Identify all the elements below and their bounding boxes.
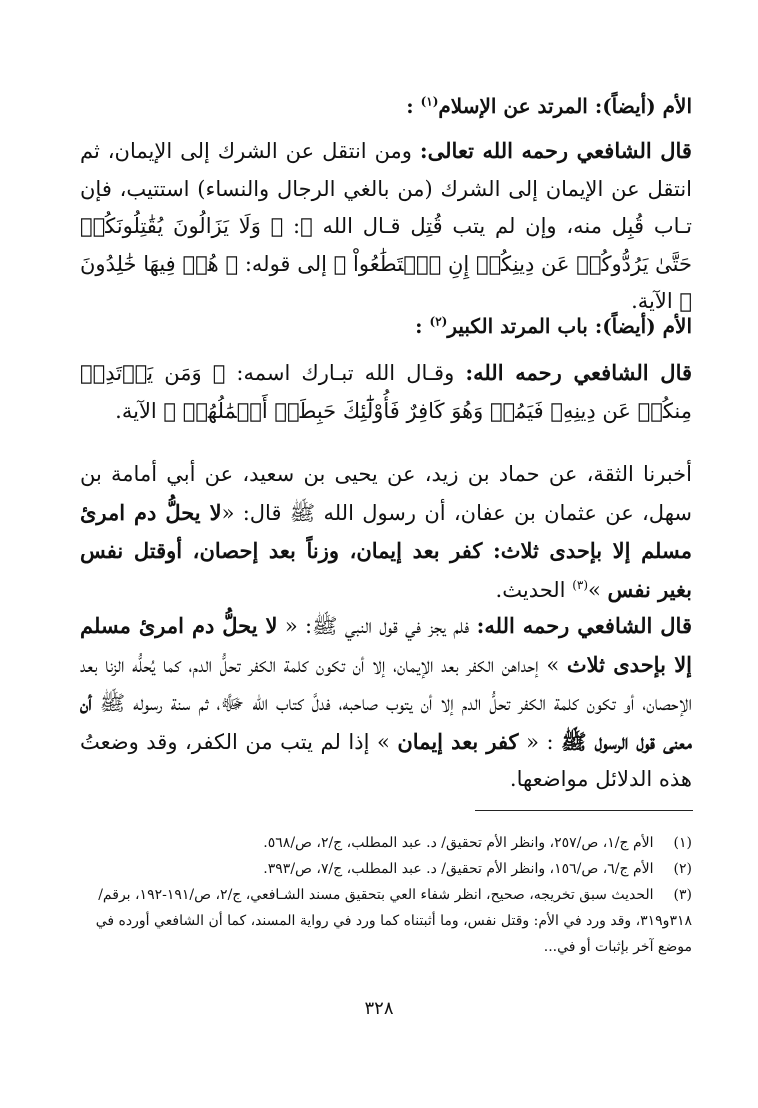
commentary-bold: كفر بعد إيمان <box>397 728 519 754</box>
footnote-ref-2[interactable]: (٢) <box>429 314 448 329</box>
commentary-bold: أن معنى قول الرسول ﷺ <box>80 690 692 754</box>
paragraph-apostasy <box>80 132 692 321</box>
footnote-ref-1[interactable]: (١) <box>420 94 439 109</box>
hadith-tail: الحديث. <box>495 577 573 602</box>
footnote-number: (٣) <box>673 887 692 903</box>
paragraph-lead: قال الشافعي رحمه الله: <box>476 613 692 638</box>
footnote-3 <box>80 882 692 960</box>
quote-close: » <box>588 577 608 602</box>
paragraph-hadith <box>80 456 692 609</box>
paragraph-major-apostate <box>80 354 692 430</box>
section-heading-1: الأم (أيضاً): المرتد عن الإسلام$^{(١)}$ : <box>406 94 692 118</box>
footnote-text: الأم ج/٦، ص/١٥٦، وانظر الأم تحقيق/ د. عبد المطلب، ج/٧، ص/٣٩٣. <box>263 861 654 877</box>
paragraph-body: ومن انتقل عن الشرك إلى الإيمان، ثم انتقل عن الإيمان إلى الشرك (من بالغي الرجال والنساء) استتيب، فإن تـاب قُبِل منه، وإن لم يتب قُتِل قـال الله ﷻ: ﴿ وَلَا يَزَالُونَ يُقَٰتِلُونَكُمۡ حَتَّىٰ يَرُدُّوكُمۡ عَن دِينِكُمۡ إِنِ ٱسۡتَطَٰعُواْ ﴾ إلى قوله: ﴿ هُمۡ فِيهَا خَٰلِدُونَ ﴾ الآية. <box>80 139 692 313</box>
hadith-text: لا يحلُّ دم امرئ مسلم إلا بإحدى ثلاث: كفر بعد إيمان، وزناً بعد إحصان، أوقتل نفس بغير نفس <box>80 499 692 602</box>
section-heading-1-text: الأم (أيضاً): المرتد عن الإسلام <box>438 94 692 118</box>
commentary-text: فلم يجز في قول النبي ﷺ: « <box>277 614 477 638</box>
footnote-number: (١) <box>673 835 692 851</box>
commentary-text: : « <box>518 729 562 754</box>
page-number: ٣٢٨ <box>364 998 394 1019</box>
commentary-bold: لا يحلُّ دم امرئ مسلم إلا بإحدى ثلاث <box>80 613 693 677</box>
section-heading-2: الأم (أيضاً): باب المرتد الكبير$^{(٢)}$ : <box>415 314 692 338</box>
footnote-ref-3[interactable]: (٣) <box>572 577 589 592</box>
commentary-text: » إذا لم يتب من الكفر، وقد وضعتُ هذه الدلائل مواضعها. <box>80 729 692 791</box>
footnote-text: الحديث سبق تخريجه، صحيح، انظر شفاء العي بتحقيق مسند الشـافعي، ج/٢، ص/١٩١-١٩٢، برقم/٣١٨و٣١٩، وقد ورد في الأم: وقتل نفس، وما أثبتناه كما ورد في رواية المسند، كما أن الشافعي أورده في موضع آخر بإثبات أو في... <box>95 887 692 955</box>
paragraph-lead: قال الشافعي رحمه الله: <box>465 360 693 385</box>
paragraph-lead: قال الشافعي رحمه الله تعالى: <box>419 138 692 163</box>
footnote-2 <box>80 856 692 882</box>
commentary-text: » إحداهن الكفر بعد الإيمان، إلا أن تكون كلمة الكفر تحلُّ الدم، كما يُحلُّه الزنا بعد الإحصان، أو تكون كلمة الكفر تحلُّ الدم إلا أن يتوب صاحبه، فدلَّ كتاب الله ﷻ، ثم سنة رسوله ﷺ <box>80 652 692 715</box>
footnote-divider <box>475 810 693 811</box>
paragraph-body: وقـال الله تبـارك اسمه: ﴿ وَمَن يَرۡتَدِدۡ مِنكُمۡ عَن دِينِهِۦ فَيَمُتۡ وَهُوَ كَافِرٌ فَأُوْلَٰٓئِكَ حَبِطَتۡ أَعۡمَٰلُهُمۡ ﴾ الآية. <box>80 361 692 423</box>
paragraph-commentary <box>80 607 692 799</box>
footnote-text: الأم ج/١، ص/٢٥٧، وانظر الأم تحقيق/ د. عبد المطلب، ج/٢، ص/٥٦٨. <box>263 835 654 851</box>
hadith-chain: أخبرنا الثقة، عن حماد بن زيد، عن يحيى بن سعيد، عن أبي أمامة بن سهل، عن عثمان بن عفان، أن رسول الله ﷺ قال: « <box>80 462 692 525</box>
section-heading-2-text: الأم (أيضاً): باب المرتد الكبير <box>447 314 692 338</box>
footnote-number: (٢) <box>673 861 692 877</box>
footnote-1 <box>80 830 692 856</box>
